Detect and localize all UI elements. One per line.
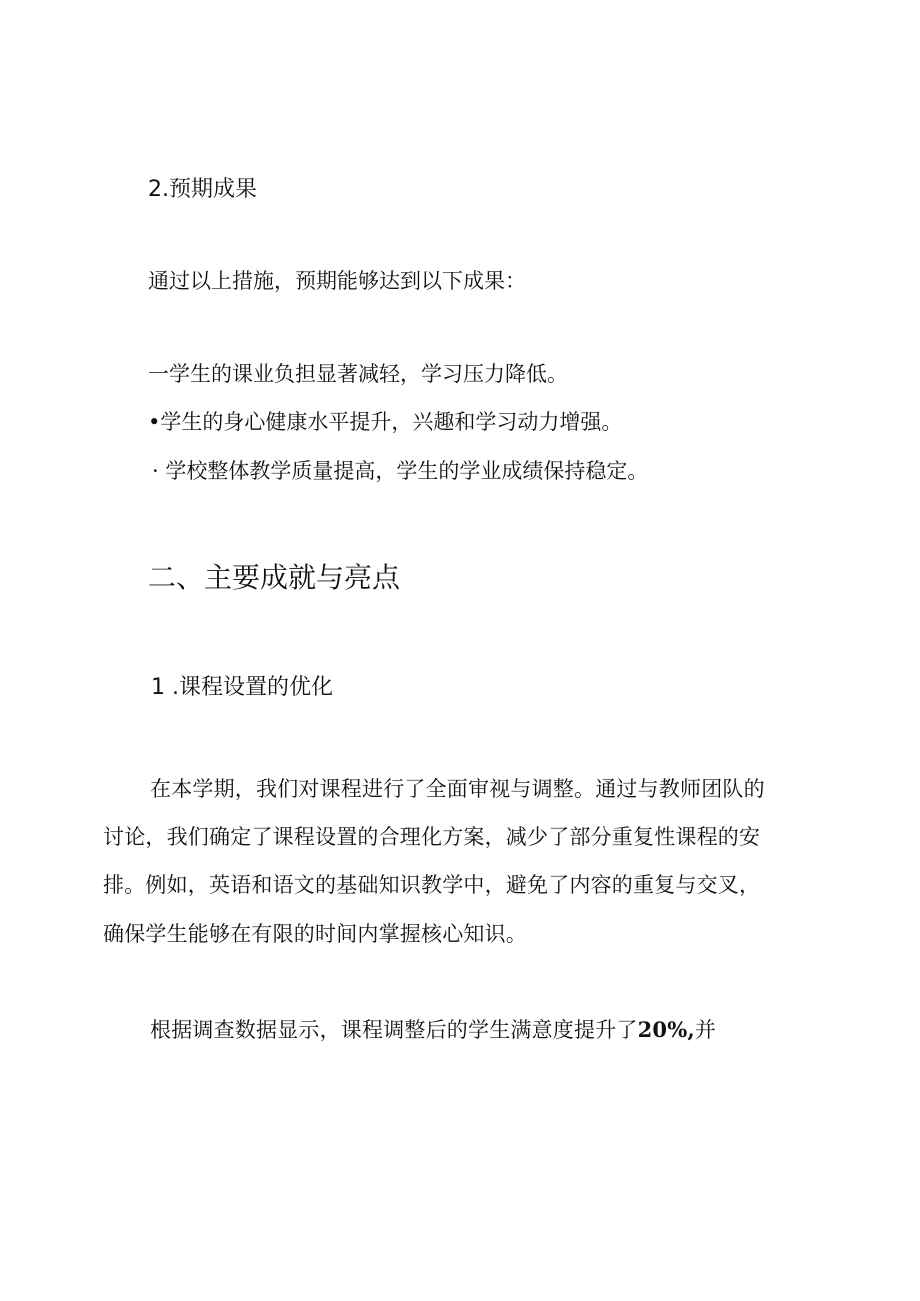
- paragraph-line-2: 讨论，我们确定了课程设置的合理化方案，减少了部分重复性课程的安: [103, 825, 761, 849]
- expected-item-2: •学生的身心健康水平提升，兴趣和学习动力增强。: [148, 410, 623, 434]
- expected-item-3: · 学校整体教学质量提高，学生的学业成绩保持稳定。: [152, 459, 649, 483]
- expected-item-1: 一学生的课业负担显著减轻，学习压力降低。: [148, 362, 568, 386]
- survey-text: 根据调查数据显示，课程调整后的学生满意度提升了: [150, 1018, 638, 1042]
- paragraph-line-4: 确保学生能够在有限的时间内掌握核心知识。: [103, 922, 527, 946]
- expected-intro: 通过以上措施，预期能够达到以下成果：: [148, 269, 526, 293]
- paragraph-last-line: [150, 1019, 716, 1041]
- expected-results-heading: 2.预期成果: [148, 177, 257, 202]
- satisfaction-percentage: 20%,: [637, 1017, 695, 1042]
- section-heading: 二、主要成就与亮点: [148, 561, 401, 594]
- paragraph-line-1: 在本学期，我们对课程进行了全面审视与调整。通过与教师团队的: [150, 777, 765, 801]
- paragraph-line-3: 排。例如，英语和语文的基础知识教学中，避免了内容的重复与交叉，: [103, 873, 761, 897]
- continuation-text: 并: [694, 1018, 717, 1042]
- subsection-heading: 1 .课程设置的优化: [151, 675, 333, 700]
